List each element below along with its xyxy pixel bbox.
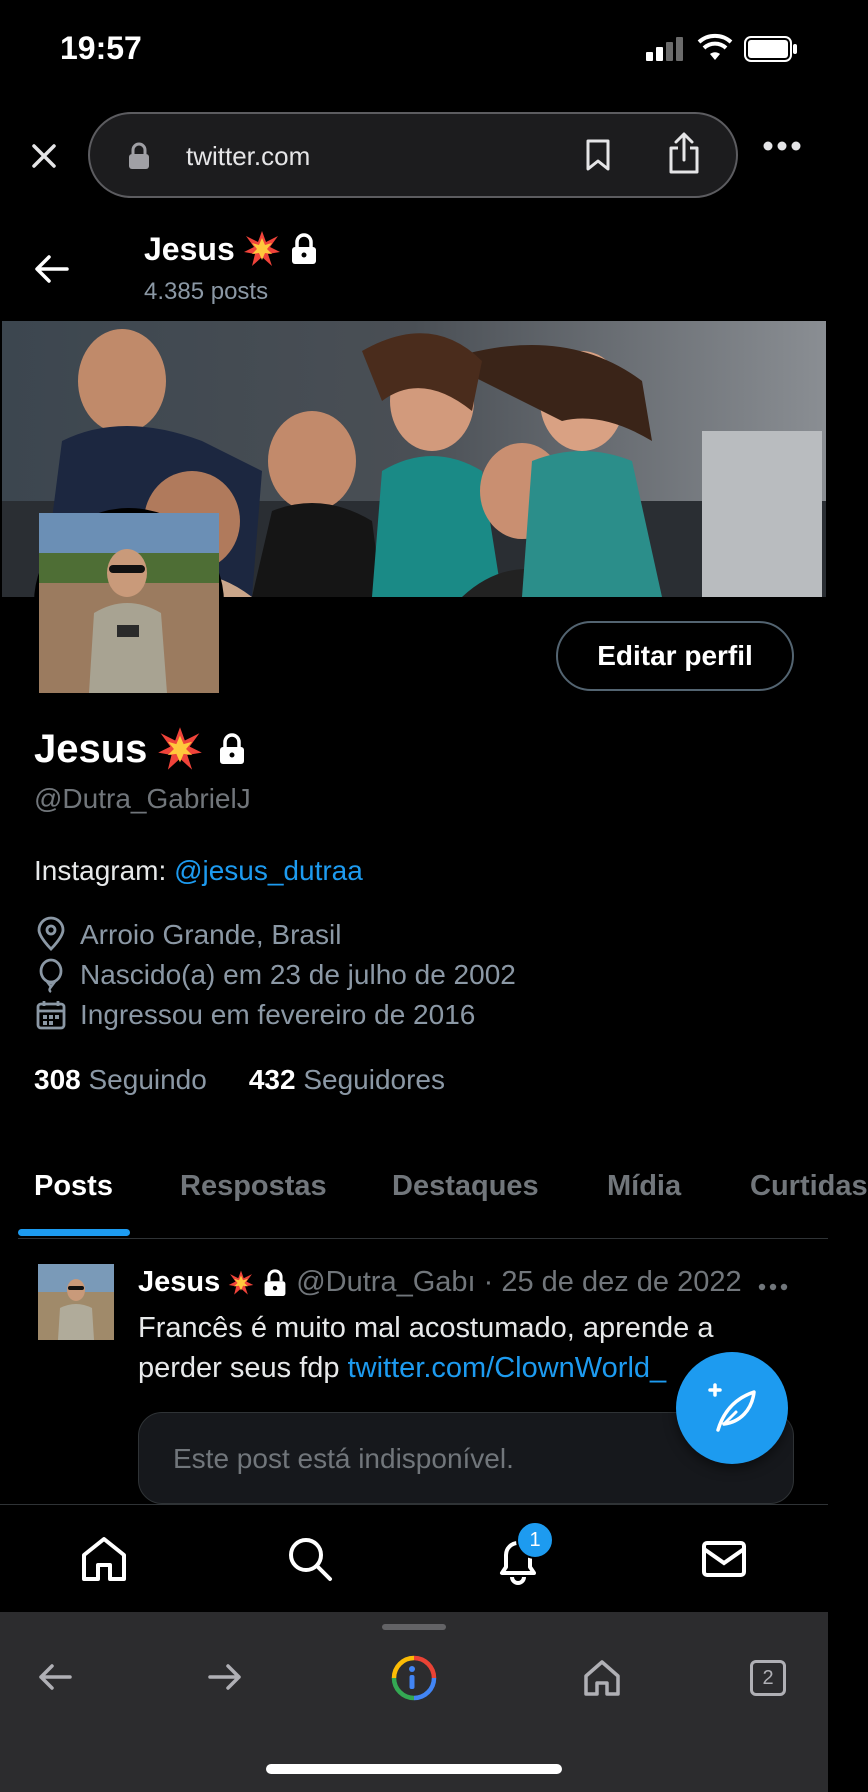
home-indicator: [266, 1764, 562, 1774]
tab-likes[interactable]: Curtidas: [750, 1170, 868, 1202]
header-post-count: 4.385 posts: [144, 278, 269, 305]
header-name-text: Jesus: [144, 230, 235, 267]
protected-lock-icon: [217, 732, 247, 766]
following-link[interactable]: [34, 1064, 207, 1096]
share-icon[interactable]: [666, 132, 702, 176]
more-options-icon[interactable]: [762, 140, 802, 152]
url-text: twitter.com: [186, 141, 311, 171]
bookmark-icon[interactable]: [584, 138, 612, 172]
home-icon[interactable]: [80, 1535, 128, 1583]
tab-media[interactable]: Mídia: [607, 1170, 682, 1202]
tab-replies[interactable]: Respostas: [180, 1170, 327, 1202]
profile-birthday: [34, 958, 516, 992]
followers-label: Seguidores: [303, 1064, 445, 1095]
tweet-header: [138, 1266, 742, 1299]
collision-emoji-icon: [228, 1269, 254, 1297]
collision-emoji-icon: [243, 230, 281, 268]
tabs-divider: [18, 1238, 828, 1239]
address-bar[interactable]: [88, 112, 738, 198]
close-icon[interactable]: [26, 138, 62, 174]
bottom-nav: [0, 1504, 828, 1613]
edit-profile-button[interactable]: Editar perfil: [556, 621, 794, 691]
toolbar-grabber[interactable]: [382, 1624, 446, 1630]
tweet-handle-date: @Dutra_Gabı · 25 de dez de 2022: [296, 1266, 742, 1298]
calendar-icon: [34, 998, 68, 1032]
search-icon[interactable]: [286, 1535, 334, 1583]
tab-highlights[interactable]: Destaques: [392, 1170, 539, 1202]
status-icons: [646, 36, 798, 62]
status-time: 19:57: [60, 30, 142, 66]
joined-text: Ingressou em fevereiro de 2016: [80, 999, 476, 1030]
collision-emoji-icon: [157, 726, 203, 772]
unavailable-text: Este post está indisponível.: [173, 1443, 514, 1474]
wifi-icon: [698, 36, 732, 62]
tweet-more-icon[interactable]: [758, 1282, 788, 1292]
tweet-avatar[interactable]: [38, 1264, 114, 1340]
notification-badge: 1: [516, 1521, 554, 1559]
header-profile-name: [144, 230, 319, 268]
follow-stats: [34, 1064, 445, 1096]
profile-location: [34, 918, 341, 952]
profile-name-text: Jesus: [34, 726, 148, 771]
followers-link[interactable]: [249, 1064, 445, 1096]
active-tab-indicator: [18, 1229, 130, 1236]
profile-avatar[interactable]: [34, 508, 224, 698]
followers-count: 432: [248, 1064, 296, 1095]
protected-lock-icon: [262, 1269, 288, 1297]
back-arrow-icon[interactable]: [34, 254, 70, 284]
browser-forward-icon[interactable]: [206, 1658, 244, 1696]
protected-lock-icon: [289, 233, 319, 265]
tweet-avatar-photo: [38, 1264, 114, 1340]
browser-back-icon[interactable]: [36, 1658, 74, 1696]
tweet-author-name[interactable]: Jesus: [138, 1266, 221, 1298]
tab-posts[interactable]: Posts: [34, 1170, 113, 1202]
tabs-count-button[interactable]: 2: [750, 1660, 786, 1696]
compose-post-button[interactable]: [676, 1352, 788, 1464]
tweet-body: Francês é muito mal acostumado, aprende a perder seus fdp: [138, 1312, 714, 1384]
avatar-photo: [39, 513, 219, 693]
cellular-signal-icon: [646, 37, 686, 61]
birthday-text: Nascido(a) em 23 de julho de 2002: [80, 959, 516, 990]
profile-header-bar: [0, 216, 828, 320]
balloon-icon: [34, 958, 68, 992]
bio-instagram-link[interactable]: @jesus_dutraa: [174, 855, 363, 886]
location-pin-icon: [34, 918, 68, 952]
tweet-link[interactable]: twitter.com/ClownWorld_: [347, 1352, 667, 1384]
browser-home-icon[interactable]: [582, 1658, 622, 1698]
bio-prefix: Instagram:: [34, 855, 175, 886]
following-count: 308: [34, 1064, 81, 1095]
profile-bio: [34, 855, 363, 887]
battery-icon: [744, 36, 798, 62]
tweet-text: [138, 1308, 738, 1388]
messages-envelope-icon[interactable]: [700, 1535, 748, 1583]
profile-joined: [34, 998, 475, 1032]
lock-icon: [128, 142, 150, 170]
profile-name: [34, 726, 247, 772]
profile-handle: @Dutra_GabrielJ: [34, 783, 251, 814]
google-lens-icon[interactable]: [390, 1654, 438, 1702]
profile-tabs: [0, 1160, 868, 1238]
following-label: Seguindo: [88, 1064, 207, 1095]
location-text: Arroio Grande, Brasil: [80, 919, 342, 950]
compose-feather-icon: [706, 1382, 760, 1436]
